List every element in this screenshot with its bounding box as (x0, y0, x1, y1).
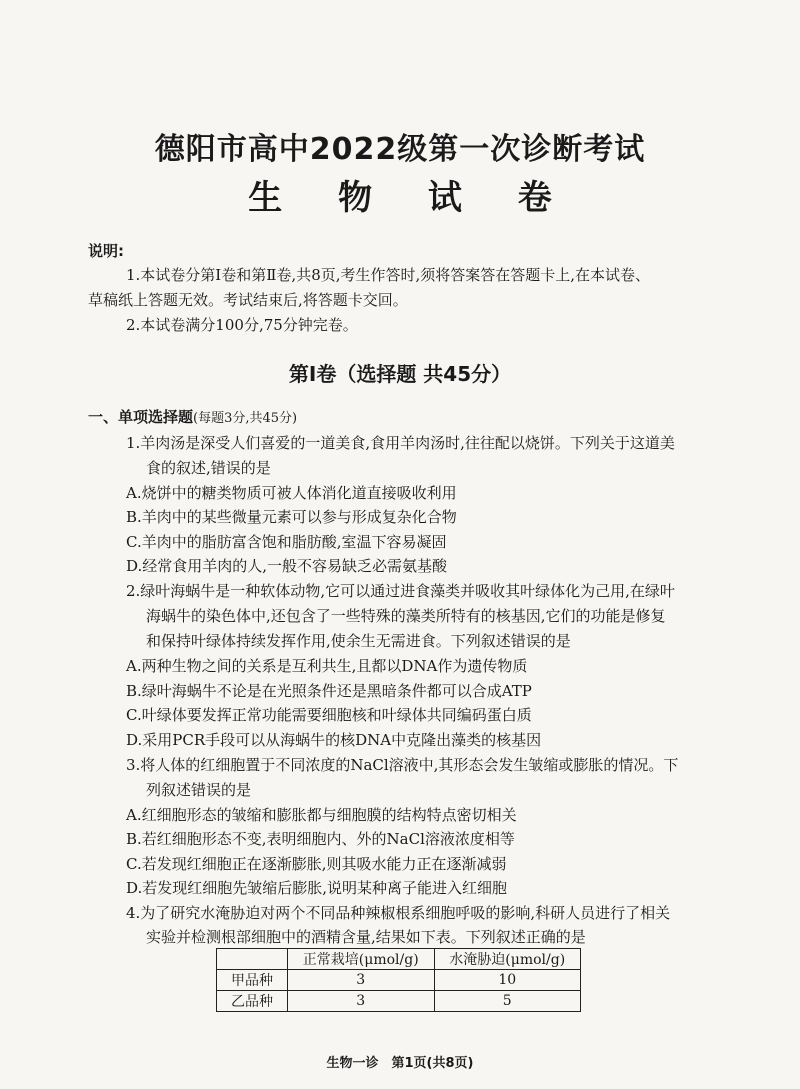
q1-option-c: C.羊肉中的脂肪富含饱和脂肪酸,室温下容易凝固 (126, 533, 447, 551)
q1-stem-2: 食的叙述,错误的是 (146, 459, 271, 477)
q2-stem-2: 海蜗牛的染色体中,还包含了一些特殊的藻类所特有的核基因,它们的功能是修复 (146, 607, 666, 625)
table-cell: 乙品种 (217, 991, 288, 1012)
part-score-note: (每题3分,共45分) (193, 411, 298, 426)
q1-option-a: A.烧饼中的糖类物质可被人体消化道直接吸收利用 (126, 484, 457, 502)
notes-line-2: 草稿纸上答题无效。考试结束后,将答题卡交回。 (88, 291, 408, 309)
q4-stem-2: 实验并检测根部细胞中的酒精含量,结果如下表。下列叙述正确的是 (146, 928, 586, 946)
part-heading (88, 410, 297, 425)
table-header-cell: 水淹胁迫(μmol/g) (434, 949, 581, 970)
results-table (216, 948, 581, 1012)
q2-option-d: D.采用PCR手段可以从海蜗牛的核DNA中克隆出藻类的核基因 (126, 731, 542, 749)
table-cell: 3 (288, 970, 435, 991)
q1-option-b: B.羊肉中的某些微量元素可以参与形成复杂化合物 (126, 508, 457, 526)
table-header-cell: 正常栽培(μmol/g) (288, 949, 435, 970)
subject-title: 生 物 试 卷 (248, 178, 574, 218)
q4-stem-1: 4.为了研究水淹胁迫对两个不同品种辣椒根系细胞呼吸的影响,科研人员进行了相关 (126, 904, 671, 922)
section-title: 第Ⅰ卷（选择题 共45分） (288, 362, 512, 386)
q3-option-b: B.若红细胞形态不变,表明细胞内、外的NaCl溶液浓度相等 (126, 830, 515, 848)
q3-option-c: C.若发现红细胞正在逐渐膨胀,则其吸水能力正在逐渐减弱 (126, 855, 507, 873)
table-header-cell (217, 949, 288, 970)
table-row (217, 970, 581, 991)
part-label: 一、单项选择题 (88, 408, 194, 426)
q3-stem-1: 3.将人体的红细胞置于不同浓度的NaCl溶液中,其形态会发生皱缩或膨胀的情况。下 (126, 756, 679, 774)
table-row (217, 991, 581, 1012)
notes-line-3: 2.本试卷满分100分,75分钟完卷。 (126, 316, 358, 334)
exam-title: 德阳市高中2022级第一次诊断考试 (154, 132, 646, 167)
table-header-row (217, 949, 581, 970)
table-cell: 甲品种 (217, 970, 288, 991)
table-cell: 5 (434, 991, 581, 1012)
table-cell: 10 (434, 970, 581, 991)
page-footer: 生物一诊 第1页(共8页) (326, 1056, 474, 1071)
q2-stem-3: 和保持叶绿体持续发挥作用,使余生无需进食。下列叙述错误的是 (146, 632, 571, 650)
q1-option-d: D.经常食用羊肉的人,一般不容易缺乏必需氨基酸 (126, 557, 448, 575)
table-cell: 3 (288, 991, 435, 1012)
notes-line-1: 1.本试卷分第Ⅰ卷和第Ⅱ卷,共8页,考生作答时,须将答案答在答题卡上,在本试卷、 (126, 266, 651, 284)
q1-stem-1: 1.羊肉汤是深受人们喜爱的一道美食,食用羊肉汤时,往往配以烧饼。下列关于这道美 (126, 434, 675, 452)
q2-option-c: C.叶绿体要发挥正常功能需要细胞核和叶绿体共同编码蛋白质 (126, 706, 532, 724)
q3-option-d: D.若发现红细胞先皱缩后膨胀,说明某种离子能进入红细胞 (126, 879, 508, 897)
q3-option-a: A.红细胞形态的皱缩和膨胀都与细胞膜的结构特点密切相关 (126, 806, 517, 824)
q2-option-a: A.两种生物之间的关系是互利共生,且都以DNA作为遗传物质 (126, 657, 528, 675)
q3-stem-2: 列叙述错误的是 (146, 781, 252, 799)
q2-stem-1: 2.绿叶海蜗牛是一种软体动物,它可以通过进食藻类并吸收其叶绿体化为己用,在绿叶 (126, 582, 675, 600)
q2-option-b: B.绿叶海蜗牛不论是在光照条件还是黑暗条件都可以合成ATP (126, 682, 532, 700)
notes-label: 说明: (88, 242, 124, 260)
